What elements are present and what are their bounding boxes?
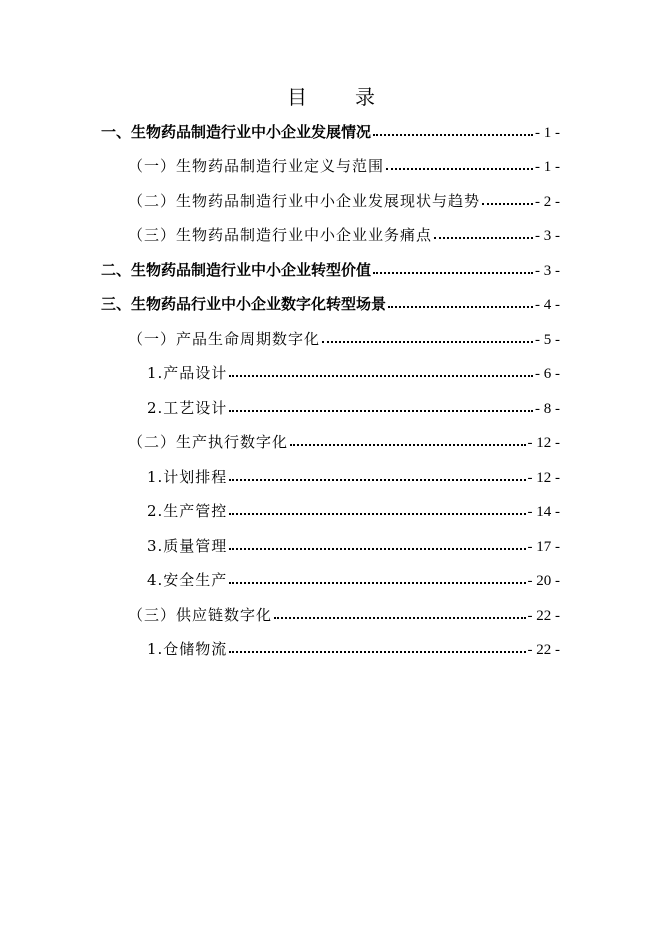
toc-leader-dots: [229, 361, 533, 377]
toc-entry[interactable]: [147, 638, 560, 660]
toc-entry[interactable]: [128, 190, 560, 212]
toc-entry[interactable]: [147, 569, 560, 591]
toc-entry[interactable]: [128, 328, 560, 350]
toc-entry[interactable]: [128, 431, 560, 453]
toc-leader-dots: [229, 465, 525, 481]
toc-leader-dots: [388, 292, 533, 308]
toc-entry-page: - 20 -: [527, 573, 560, 589]
toc-entry-label: 2.生产管控: [147, 502, 228, 520]
toc-entry[interactable]: [128, 224, 560, 246]
toc-entry-label: 1.计划排程: [147, 468, 228, 486]
toc-leader-dots: [229, 396, 533, 412]
toc-entry[interactable]: [101, 121, 560, 143]
toc-leader-dots: [229, 568, 525, 584]
toc-entry[interactable]: [147, 500, 560, 522]
toc-entry[interactable]: [101, 293, 560, 315]
toc-entry-page: - 12 -: [527, 470, 560, 486]
toc-entry-label: （三）生物药品制造行业中小企业业务痛点: [128, 226, 433, 244]
toc-leader-dots: [229, 534, 525, 550]
toc-entry[interactable]: [101, 259, 560, 281]
toc-entry-page: - 1 -: [535, 159, 560, 175]
toc-entry[interactable]: [128, 604, 560, 626]
toc-leader-dots: [386, 154, 533, 170]
page-title: 目 录: [287, 85, 389, 109]
toc-entry-label: 1.仓储物流: [147, 640, 228, 658]
toc-entry-page: - 6 -: [535, 366, 560, 382]
toc-entry-page: - 1 -: [535, 125, 560, 141]
toc-entry[interactable]: [147, 362, 560, 384]
toc-entry-label: 1.产品设计: [147, 364, 228, 382]
toc-entry-page: - 8 -: [535, 401, 560, 417]
toc-entry-label: 三、生物药品行业中小企业数字化转型场景: [101, 295, 387, 313]
toc-entry-label: （一）生物药品制造行业定义与范围: [128, 157, 385, 175]
toc-entry-label: （一）产品生命周期数字化: [128, 330, 321, 348]
toc-entry-page: - 12 -: [527, 435, 560, 451]
toc-entry-page: - 22 -: [527, 642, 560, 658]
toc-entry[interactable]: [128, 155, 560, 177]
toc-leader-dots: [229, 499, 525, 515]
toc-entry-page: - 5 -: [535, 332, 560, 348]
toc-leader-dots: [482, 189, 533, 205]
toc-leader-dots: [373, 120, 533, 136]
toc-leader-dots: [322, 327, 533, 343]
toc-entry-label: 二、生物药品制造行业中小企业转型价值: [101, 261, 372, 279]
toc-entry-page: - 22 -: [527, 608, 560, 624]
toc-leader-dots: [290, 430, 525, 446]
toc-entry-label: 4.安全生产: [147, 571, 228, 589]
toc-leader-dots: [274, 603, 525, 619]
toc-leader-dots: [434, 223, 533, 239]
toc-entry-label: （二）生产执行数字化: [128, 433, 289, 451]
toc-entry-label: 3.质量管理: [147, 537, 228, 555]
toc-leader-dots: [373, 258, 533, 274]
toc-entry-label: 一、生物药品制造行业中小企业发展情况: [101, 123, 372, 141]
toc-entry-page: - 4 -: [535, 297, 560, 313]
toc-entry-page: - 2 -: [535, 194, 560, 210]
toc-entry[interactable]: [147, 397, 560, 419]
toc-leader-dots: [229, 637, 525, 653]
toc-entry-page: - 3 -: [535, 263, 560, 279]
toc-entry-page: - 3 -: [535, 228, 560, 244]
toc-entry-label: （二）生物药品制造行业中小企业发展现状与趋势: [128, 192, 481, 210]
toc-entry[interactable]: [147, 466, 560, 488]
toc-entry-page: - 17 -: [527, 539, 560, 555]
toc-entry[interactable]: [147, 535, 560, 557]
toc-entry-page: - 14 -: [527, 504, 560, 520]
toc-entry-label: 2.工艺设计: [147, 399, 228, 417]
toc-entry-label: （三）供应链数字化: [128, 606, 273, 624]
